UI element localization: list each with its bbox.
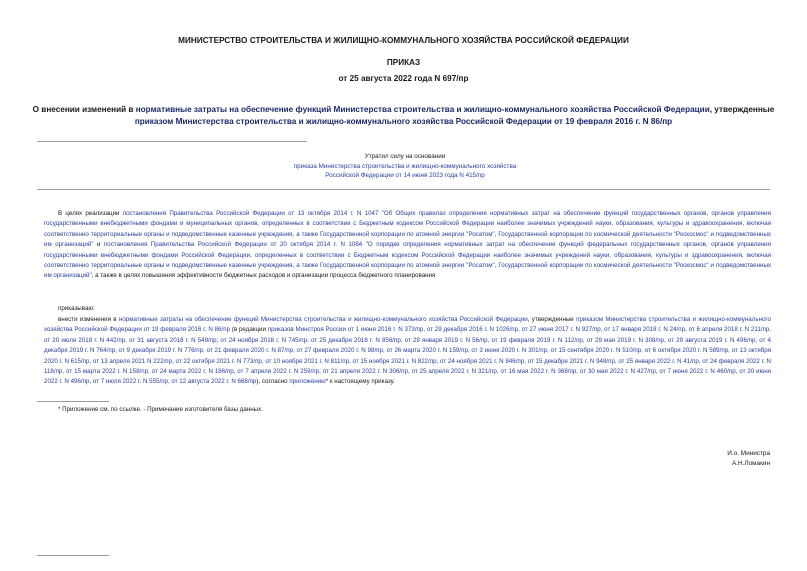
lost-force-line2[interactable]: приказа Министерства строительства и жилищно-коммунального хозяйства	[293, 162, 517, 170]
bottom-divider	[37, 555, 109, 556]
doc-title	[20, 104, 787, 128]
p2-link-appendix[interactable]: приложению	[289, 378, 326, 386]
p2-link-amending-orders[interactable]: приказов Минстроя России от 1 июня 2016 г. N 373/пр, от 29 декабря 2016 г. N 1026/пр, от 27 июня 2017 г. N 927/пр, от 17 января 2018 г. N 24/пр, от 6 апреля 2018 г. N 211/пр, от 20 июля 2018 г. N 442/пр, от 31 августа 2018 г. N 549/пр, от 24 ноября 2018 г. N 745/пр, от 25 декабря 2018 г. N 856/пр, от 29 января 2019 г. N 56/пр, от 19 февраля 2019 г. N 112/пр, от 29 мая 2019 г. N 308/пр, от 29 августа 2019 г. N 496/пр, от 4 декабря 2019 г. N 764/пр, от 9 декабря 2019 г. N 776/пр, от 21 февраля 2020 г. N 87/пр, от 27 февраля 2020 г. N 98/пр, от 26 марта 2020 г. N 159/пр, от 3 июня 2020 г. N 301/пр, от 15 сентября 2020 г. N 510/пр, от 6 октября 2020 г. N 589/пр, от 13 октября 2020 г. N 615/пр, от 13 апреля 2021 N 222/пр, от 22 октября 2021 г. N 773/пр, от 10 ноября 2021 г. N 811/пр, от 15 ноября 2021 г. N 822/пр, от 24 ноября 2021 г. N 846/пр, от 15 декабря 2021 г. N 948/пр, от 25 января 2022 г. N 41/пр, от 24 февраля 2022 г. N 118/пр, от 15 марта 2022 г. N 158/пр, от 24 марта 2022 г. N 186/пр, от 7 апреля 2022 г. N 259/пр, от 21 апреля 2022 г. N 306/пр, от 25 апреля 2022 г. N 321/пр, от 16 мая 2022 г. N 368/пр, от 30 мая 2022 г. N 427/пр, от 7 июня 2022 г. N 460/пр, от 20 июня 2022 г. N 496/пр, от 7 июля 2022 г. N 555/пр, от 12 августа 2022 г. N 668/пр	[44, 326, 771, 386]
doc-type-heading: ПРИКАЗ	[386, 58, 421, 67]
p2-text-a: внести изменения в	[58, 316, 119, 323]
p2-text-c: , утвержденные	[527, 316, 577, 323]
p2-link-order-86[interactable]: приказом Министерства строительства и жилищно-коммунального хозяйства Российской Федерации от 19 февраля 2016 г. N 86/пр	[44, 316, 771, 334]
paragraph-order	[44, 315, 771, 388]
p2-text-e: (в редакции	[230, 326, 268, 334]
p1-text-a: В целях реализации	[58, 210, 123, 217]
title-text-1: О внесении изменений в	[32, 105, 136, 114]
p1-link-resolution-1084[interactable]: постановления Правительства Российской Федерации от 20 октября 2014 г. N 1084 "О порядке определения нормативных затрат на обеспечение функций федеральных государственных органов, органов управления государственными внебюджетными фондами Российской Федерации, определенных в соответствии с Бюджетным кодексом Российской Федерации наиболее значимых учреждений науки, образования, культуры и здравоохранения, включая соответственно территориальные органы и подведомственные казенные учреждения, а также Государственной корпорации по атомной энергии "Росатом", Государственной корпорации по космической деятельности "Роскосмос" и подведомственных им организаций"	[44, 241, 771, 280]
title-link-norms[interactable]: нормативные затраты на обеспечение функций Министерства строительства и жилищно-коммунального хозяйства Российской Федерации	[135, 105, 710, 114]
p1-text-e: , а также в целях повышения эффективности бюджетных расходов и организации процесса бюджетного планирования	[91, 272, 436, 280]
footnote-divider	[37, 401, 109, 402]
title-text-2: , утвержденные	[709, 105, 775, 114]
ministry-heading: МИНИСТЕРСТВО СТРОИТЕЛЬСТВА И ЖИЛИЩНО-КОММУНАЛЬНОГО ХОЗЯЙСТВА РОССИЙСКОЙ ФЕДЕРАЦИИ	[178, 36, 629, 45]
order-word: приказываю:	[58, 305, 95, 312]
signature-position: И.о. Министра	[727, 450, 770, 457]
p2-text-g: ), согласно	[256, 378, 290, 386]
doc-date-number: от 25 августа 2022 года N 697/пр	[338, 74, 469, 83]
paragraph-preamble	[44, 209, 771, 282]
divider-middle	[37, 189, 770, 190]
p2-text-i: * к настоящему приказу.	[325, 378, 395, 386]
divider-top	[37, 141, 307, 142]
lost-force-note	[240, 152, 570, 181]
p1-link-resolution-1047[interactable]: постановления Правительства Российской Федерации от 13 октября 2014 г. N 1047 "Об Общих правилах определения нормативных затрат на обеспечение функций государственных органов, органов управления государственными внебюджетными фондами и муниципальных органов, определенных в соответствии с Бюджетным кодексом Российской Федерации наиболее значимых учреждений науки, образования, культуры и здравоохранения, включая соответственно территориальные органы и подведомственные казенные учреждения, а также Государственной корпорации по атомной энергии "Росатом", Государственной корпорации по космической деятельности "Роскосмос" и подведомственных им организаций"	[44, 210, 771, 249]
p1-text-c: и	[93, 241, 104, 249]
lost-force-link[interactable]	[240, 162, 570, 181]
footnote: * Приложение см. по ссылке. - Примечание изготовителя базы данных.	[58, 406, 263, 413]
lost-force-line3[interactable]: Российской Федерации от 14 июня 2023 года N 415/пр	[325, 172, 485, 180]
signature-name: А.Н.Ломакин	[731, 460, 770, 467]
title-link-order[interactable]: приказом Министерства строительства и жилищно-коммунального хозяйства Российской Федерации от 19 февраля 2016 г. N 86/пр	[134, 117, 673, 126]
lost-force-line1: Утратил силу на основании	[364, 153, 446, 160]
p2-link-norms[interactable]: нормативные затраты на обеспечение функций Министерства строительства и жилищно-коммунального хозяйства Российской Федерации	[118, 316, 528, 323]
